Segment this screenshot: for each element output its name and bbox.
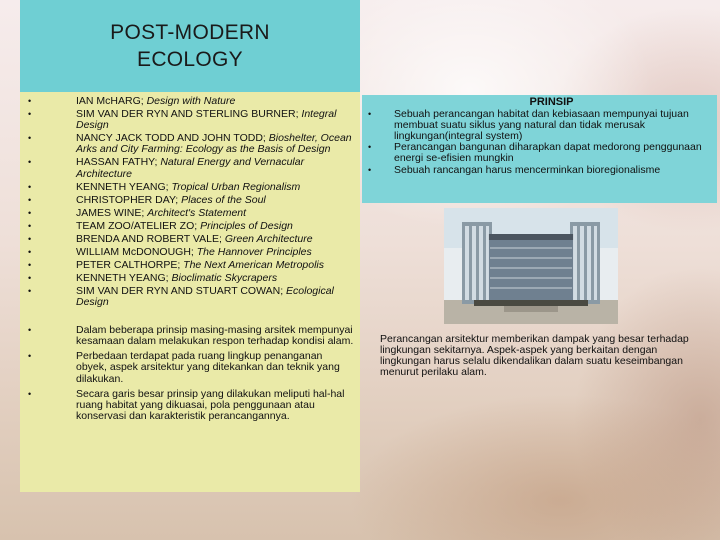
prinsip-text: Sebuah perancangan habitat dan kebiasaan mempunyai tujuan membuat suatu siklus yang natural dan tidak merusak lingkungan(integral system) xyxy=(394,108,689,142)
bullet-marker: • xyxy=(28,181,32,192)
bullet-marker: • xyxy=(28,109,32,119)
reference-item xyxy=(28,96,354,107)
reference-author: KENNETH YEANG; xyxy=(76,271,172,284)
reference-work: Ecological Design xyxy=(76,284,334,308)
notes-list xyxy=(28,325,354,423)
reference-item xyxy=(28,286,354,308)
reference-item xyxy=(28,195,354,206)
building-photo xyxy=(444,208,618,324)
reference-work: Bioclimatic Skycrapers xyxy=(171,271,278,284)
bullet-marker: • xyxy=(28,285,32,296)
bullet-marker: • xyxy=(368,142,372,153)
prinsip-box xyxy=(362,95,717,203)
prinsip-title: PRINSIP xyxy=(529,96,574,108)
reference-author: TEAM ZOO/ATELIER ZO; xyxy=(76,219,201,232)
note-text: Secara garis besar prinsip yang dilakukan meliputi hal-hal ruang habitat yang dikuasai, pola penggunaan atau konservasi dan karakteristik perancangannya. xyxy=(76,387,345,423)
content-panel xyxy=(20,92,360,492)
reference-work: Architect's Statement xyxy=(147,206,247,219)
reference-author: WILLIAM McDONOUGH; xyxy=(76,245,197,258)
reference-work: Places of the Soul xyxy=(181,193,266,206)
reference-author: SIM VAN DER RYN AND STUART COWAN; xyxy=(76,284,287,297)
prinsip-item xyxy=(368,165,709,176)
reference-item xyxy=(28,234,354,245)
reference-author: PETER CALTHORPE; xyxy=(76,258,184,271)
note-item xyxy=(28,389,354,423)
reference-author: NANCY JACK TODD AND JOHN TODD; xyxy=(76,132,269,145)
reference-work: Natural Energy and Vernacular Architecture xyxy=(76,156,305,180)
note-text: Dalam beberapa prinsip masing-masing arsitek mempunyai kesamaan dalam melakukan respon terhadap kondisi alam. xyxy=(76,323,354,348)
reference-item xyxy=(28,133,354,155)
reference-item xyxy=(28,260,354,271)
reference-item xyxy=(28,273,354,284)
prinsip-list xyxy=(368,109,709,176)
bullet-marker: • xyxy=(28,388,32,399)
bullet-marker: • xyxy=(28,207,32,218)
bullet-marker: • xyxy=(28,259,32,270)
reference-work: The Hannover Principles xyxy=(196,245,312,258)
bullet-marker: • xyxy=(28,220,32,231)
reference-work: Design with Nature xyxy=(146,95,236,107)
reference-author: SIM VAN DER RYN AND STERLING BURNER; xyxy=(76,108,302,120)
bullet-marker: • xyxy=(28,157,32,168)
title-line-1: POST-MODERN xyxy=(110,21,270,44)
title-box xyxy=(20,0,360,92)
bullet-marker: • xyxy=(368,109,372,119)
reference-work: Tropical Urban Regionalism xyxy=(171,180,301,193)
reference-item xyxy=(28,208,354,219)
prinsip-item xyxy=(368,109,709,141)
note-item xyxy=(28,351,354,385)
reference-author: JAMES WINE; xyxy=(76,206,148,219)
reference-work: Bioshelter, Ocean Arks and City Farming: Ecology as the Basis of Design xyxy=(76,132,352,156)
reference-item xyxy=(28,247,354,258)
prinsip-item xyxy=(368,142,709,164)
reference-item xyxy=(28,109,354,131)
note-text: Perbedaan terdapat pada ruang lingkup penanganan obyek, aspek arsitektur yang ditekankan dan teknik yang dilakukan. xyxy=(76,350,340,385)
bullet-marker: • xyxy=(28,133,32,144)
reference-item xyxy=(28,182,354,193)
reference-list xyxy=(28,96,354,308)
reference-work: The Next American Metropolis xyxy=(183,258,324,271)
prinsip-text: Perancangan bangunan diharapkan dapat medorong penggunaan energi se-efisien mungkin xyxy=(394,141,702,165)
description-text: Perancangan arsitektur memberikan dampak yang besar terhadap lingkungan sekitarnya. Aspek-aspek yang berkaitan dengan lingkungan harus selalu dikendalikan dalam suatu keseimbangan menurut perilaku alam. xyxy=(380,333,689,378)
reference-author: KENNETH YEANG; xyxy=(76,180,172,193)
reference-work: Green Architecture xyxy=(224,232,313,245)
bullet-marker: • xyxy=(28,246,32,257)
title-line-2: ECOLOGY xyxy=(137,48,243,71)
bullet-marker: • xyxy=(28,194,32,205)
prinsip-text: Sebuah rancangan harus mencerminkan bioregionalisme xyxy=(394,163,661,176)
note-item xyxy=(28,325,354,347)
reference-author: HASSAN FATHY; xyxy=(76,156,161,169)
reference-work: Integral Design xyxy=(76,108,337,132)
bullet-marker: • xyxy=(28,324,32,335)
reference-author: CHRISTOPHER DAY; xyxy=(76,193,182,206)
bullet-marker: • xyxy=(28,272,32,283)
reference-item xyxy=(28,157,354,179)
reference-author: IAN McHARG; xyxy=(76,95,147,107)
reference-item xyxy=(28,221,354,232)
bullet-marker: • xyxy=(368,164,372,175)
bullet-marker: • xyxy=(28,233,32,244)
bullet-marker: • xyxy=(28,96,32,106)
bullet-marker: • xyxy=(28,351,32,362)
reference-author: BRENDA AND ROBERT VALE; xyxy=(76,232,225,245)
reference-work: Principles of Design xyxy=(200,219,293,232)
